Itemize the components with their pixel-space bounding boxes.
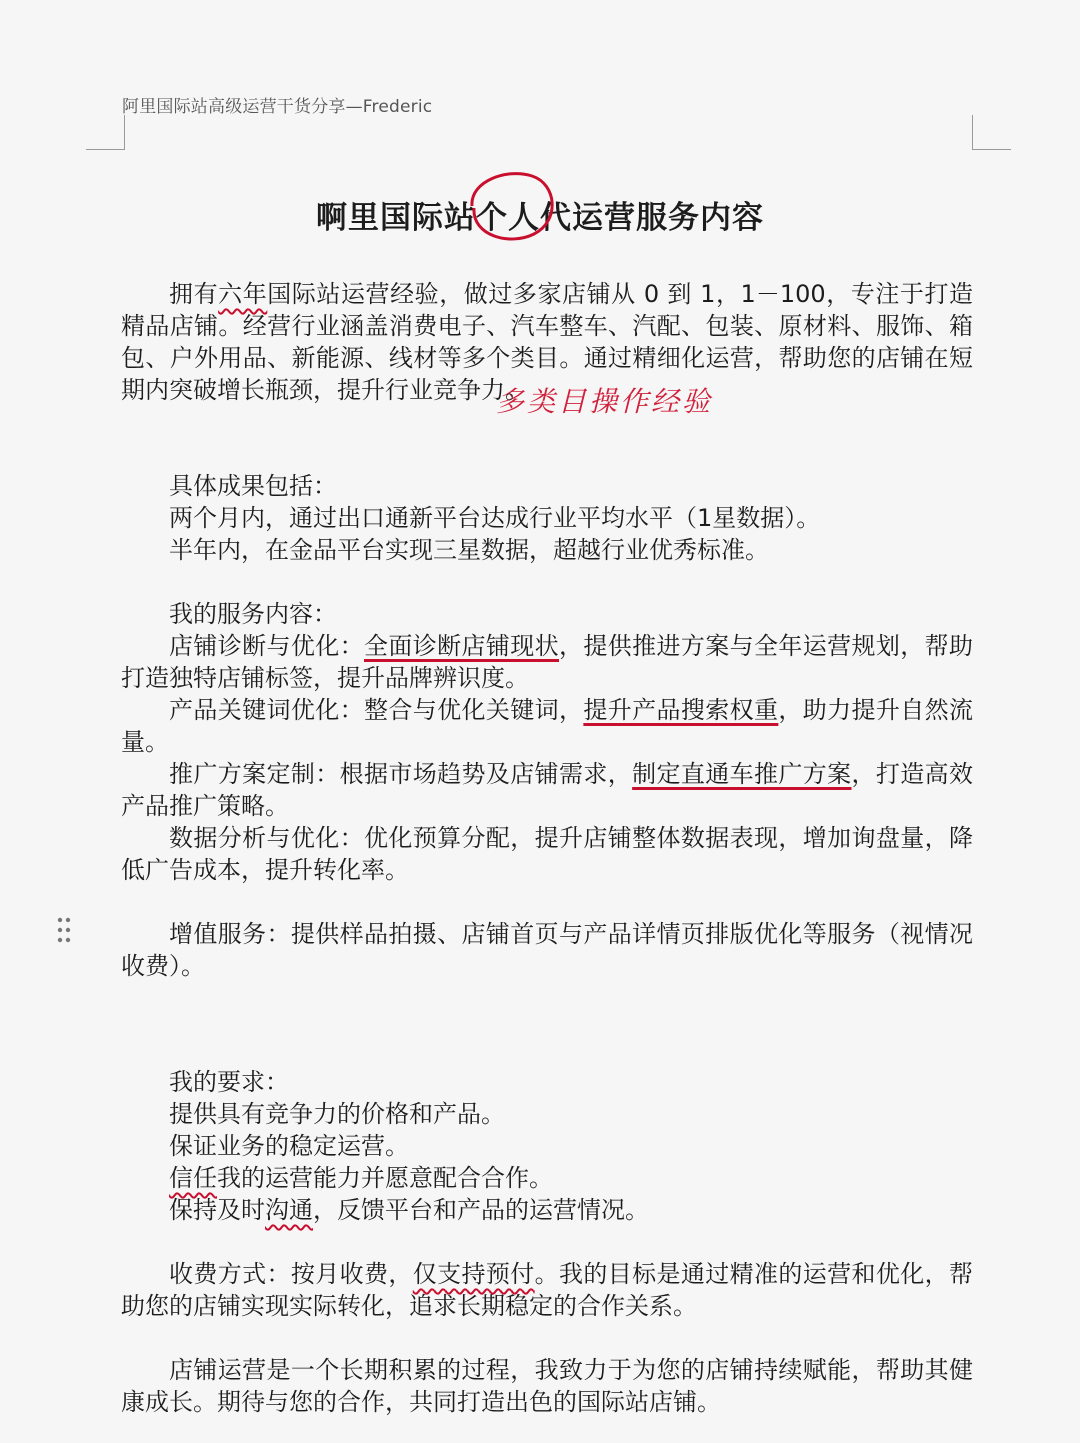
fees-paragraph: 收费方式：按月收费，仅支持预付。我的目标是通过精准的运营和优化，帮助您的店铺实现实际转化，追求长期稳定的合作关系。 [121, 1260, 973, 1320]
requirement-item: 信任我的运营能力并愿意配合合作。 [169, 1164, 553, 1192]
services-heading: 我的服务内容： [169, 600, 337, 628]
requirement-item: 提供具有竞争力的价格和产品。 [169, 1100, 505, 1128]
crop-mark-right [972, 115, 1011, 150]
intro-paragraph: 拥有六年国际站运营经验，做过多家店铺从 0 到 1，1－100，专注于打造精品店铺。经营行业涵盖消费电子、汽车整车、汽配、包装、原材料、服饰、箱包、户外用品、新能源、线材等多个类目。通过精细化运营，帮助您的店铺在短期内突破增长瓶颈，提升行业竞争力。 [121, 280, 974, 404]
drag-handle-icon[interactable] [56, 916, 72, 944]
closing-paragraph: 店铺运营是一个长期积累的过程，我致力于为您的店铺持续赋能，帮助其健康成长。期待与您的合作，共同打造出色的国际站店铺。 [121, 1356, 973, 1416]
results-item: 半年内，在金品平台实现三星数据，超越行业优秀标准。 [169, 536, 769, 564]
requirement-item: 保证业务的稳定运营。 [169, 1132, 409, 1160]
requirement-item: 保持及时沟通，反馈平台和产品的运营情况。 [169, 1196, 649, 1224]
crop-mark-left [86, 115, 125, 150]
red-circle-annotation [462, 166, 562, 246]
handwritten-note: 多类目操作经验 [496, 385, 714, 418]
results-item: 两个月内，通过出口通新平台达成行业平均水平（1星数据）。 [169, 504, 821, 532]
service-item-promotion: 推广方案定制：根据市场趋势及店铺需求，制定直通车推广方案，打造高效产品推广策略。 [121, 760, 973, 820]
highlight-six-years: 六年 [218, 280, 268, 308]
requirements-heading: 我的要求： [169, 1068, 289, 1096]
document-body [121, 278, 973, 1418]
service-item-keywords: 产品关键词优化：整合与优化关键词，提升产品搜索权重，助力提升自然流量。 [121, 696, 973, 756]
service-item-data: 数据分析与优化：优化预算分配，提升店铺整体数据表现，增加询盘量，降低广告成本，提升转化率。 [121, 824, 973, 884]
results-heading: 具体成果包括： [169, 472, 337, 500]
document-title: 啊里国际站个人代运营服务内容 [316, 200, 764, 236]
value-added-services: 增值服务：提供样品拍摄、店铺首页与产品详情页排版优化等服务（视情况收费）。 [121, 920, 973, 980]
service-item-diagnosis: 店铺诊断与优化：全面诊断店铺现状，提供推进方案与全年运营规划，帮助打造独特店铺标签，提升品牌辨识度。 [121, 632, 973, 692]
page-header: 阿里国际站高级运营干货分享—Frederic [122, 97, 433, 117]
